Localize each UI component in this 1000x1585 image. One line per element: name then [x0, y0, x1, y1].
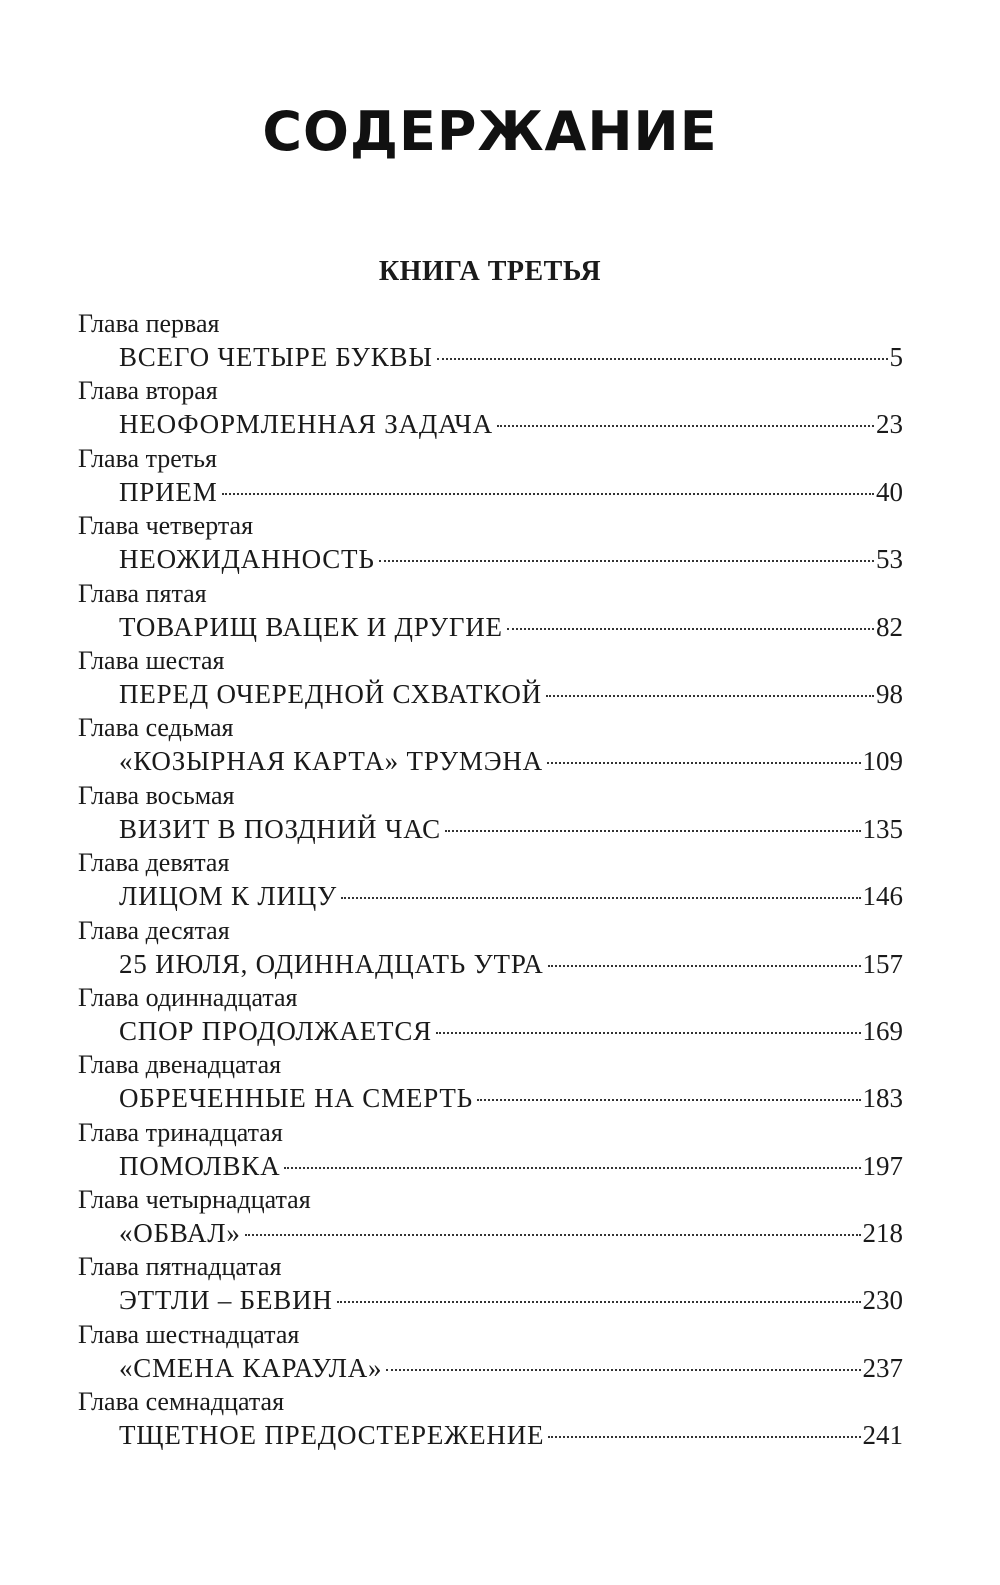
- chapter-title: ВИЗИТ В ПОЗДНИЙ ЧАС: [119, 813, 441, 844]
- chapter-row[interactable]: [78, 542, 903, 577]
- chapter-label: Глава шестая: [78, 645, 225, 675]
- chapter-label: Глава седьмая: [78, 713, 234, 743]
- chapter-label: Глава тринадцатая: [78, 1117, 283, 1147]
- chapter-row[interactable]: [78, 947, 903, 982]
- dot-leader: [437, 358, 888, 360]
- dot-leader: [548, 965, 861, 967]
- dot-leader: [507, 628, 874, 630]
- toc-entry[interactable]: [78, 375, 903, 442]
- page-number: 5: [889, 342, 903, 372]
- chapter-row[interactable]: [78, 340, 903, 375]
- toc-entry[interactable]: [78, 1049, 903, 1116]
- chapter-row[interactable]: [78, 1418, 903, 1453]
- page-number: 230: [862, 1285, 903, 1316]
- dot-leader: [477, 1099, 861, 1101]
- chapter-title: «СМЕНА КАРАУЛА»: [119, 1352, 383, 1383]
- chapter-title: ТЩЕТНОЕ ПРЕДОСТЕРЕЖЕНИЕ: [119, 1420, 545, 1451]
- page-number: 169: [862, 1015, 903, 1046]
- dot-leader: [546, 695, 874, 697]
- chapter-row[interactable]: [78, 475, 903, 510]
- chapter-label: Глава девятая: [78, 848, 230, 878]
- toc-entry[interactable]: [78, 308, 903, 375]
- dot-leader: [436, 1032, 861, 1034]
- page-number: 183: [862, 1083, 903, 1114]
- toc-entry[interactable]: [78, 1251, 903, 1318]
- chapter-row[interactable]: [78, 744, 903, 779]
- chapter-label: Глава вторая: [78, 376, 218, 406]
- chapter-row[interactable]: [78, 1351, 903, 1386]
- chapter-title: ПЕРЕД ОЧЕРЕДНОЙ СХВАТКОЙ: [119, 678, 542, 709]
- dot-leader: [222, 493, 874, 495]
- chapter-row[interactable]: [78, 879, 903, 914]
- chapter-label: Глава третья: [78, 443, 217, 473]
- chapter-row[interactable]: [78, 1081, 903, 1116]
- chapter-title: ЛИЦОМ К ЛИЦУ: [119, 881, 337, 912]
- dot-leader: [379, 560, 874, 562]
- chapter-title: ПОМОЛВКА: [119, 1150, 281, 1181]
- chapter-title: ОБРЕЧЕННЫЕ НА СМЕРТЬ: [119, 1083, 473, 1114]
- page-number: 241: [862, 1420, 903, 1451]
- chapter-label: Глава восьмая: [78, 780, 235, 810]
- book-title: КНИГА ТРЕТЬЯ: [378, 256, 602, 287]
- page-number: 237: [862, 1352, 903, 1383]
- dot-leader: [386, 1369, 860, 1371]
- page-number: 135: [862, 813, 903, 844]
- chapter-title: НЕОФОРМЛЕННАЯ ЗАДАЧА: [119, 409, 493, 440]
- chapter-title: ЭТТЛИ – БЕВИН: [119, 1285, 333, 1316]
- toc-entry[interactable]: [78, 847, 903, 914]
- dot-leader: [547, 762, 861, 764]
- toc-entry[interactable]: [78, 578, 903, 645]
- chapter-title: ТОВАРИЩ ВАЦЕК И ДРУГИЕ: [119, 611, 503, 642]
- toc-entry[interactable]: [78, 1184, 903, 1251]
- chapter-title: ВСЕГО ЧЕТЫРЕ БУКВЫ: [119, 342, 433, 372]
- toc-entry[interactable]: [78, 1319, 903, 1386]
- chapter-row[interactable]: [78, 610, 903, 645]
- chapter-label: Глава двенадцатая: [78, 1050, 282, 1080]
- chapter-row[interactable]: [78, 407, 903, 442]
- toc-entry[interactable]: [78, 510, 903, 577]
- dot-leader: [497, 425, 874, 427]
- chapter-label: Глава пятая: [78, 578, 207, 608]
- page-number: 109: [862, 746, 903, 777]
- chapter-title: 25 ИЮЛЯ, ОДИННАДЦАТЬ УТРА: [119, 948, 544, 979]
- chapter-label: Глава пятнадцатая: [78, 1252, 282, 1282]
- chapter-title: «ОБВАЛ»: [119, 1218, 241, 1249]
- chapter-row[interactable]: [78, 1283, 903, 1318]
- toc-entry[interactable]: [78, 915, 903, 982]
- chapter-label: Глава семнадцатая: [78, 1387, 285, 1417]
- chapter-label: Глава четвертая: [78, 511, 254, 541]
- chapter-row[interactable]: [78, 1014, 903, 1049]
- page-number: 218: [862, 1218, 903, 1249]
- chapter-label: Глава одиннадцатая: [78, 982, 298, 1012]
- chapter-title: «КОЗЫРНАЯ КАРТА» ТРУМЭНА: [119, 746, 543, 777]
- dot-leader: [337, 1301, 861, 1303]
- chapter-title: НЕОЖИДАННОСТЬ: [119, 544, 375, 575]
- chapter-label: Глава шестнадцатая: [78, 1319, 300, 1349]
- chapter-title: ПРИЕМ: [119, 476, 218, 507]
- chapter-row[interactable]: [78, 812, 903, 847]
- dot-leader: [548, 1436, 860, 1438]
- toc-entry[interactable]: [78, 780, 903, 847]
- page-number: 23: [876, 409, 903, 440]
- page-number: 197: [862, 1150, 903, 1181]
- chapter-row[interactable]: [78, 1216, 903, 1251]
- toc-entry[interactable]: [78, 712, 903, 779]
- page-number: 53: [876, 544, 903, 575]
- table-of-contents: [78, 308, 903, 1454]
- page-number: 40: [876, 476, 903, 507]
- dot-leader: [341, 897, 861, 899]
- dot-leader: [445, 830, 861, 832]
- toc-entry[interactable]: [78, 443, 903, 510]
- page-number: 82: [876, 611, 903, 642]
- chapter-label: Глава первая: [78, 309, 220, 338]
- chapter-title: СПОР ПРОДОЛЖАЕТСЯ: [119, 1015, 432, 1046]
- chapter-label: Глава четырнадцатая: [78, 1185, 311, 1215]
- page-title: СОДЕРЖАНИЕ: [262, 100, 718, 163]
- chapter-row[interactable]: [78, 1149, 903, 1184]
- toc-entry[interactable]: [78, 645, 903, 712]
- toc-entry[interactable]: [78, 1386, 903, 1453]
- page-number: 146: [862, 881, 903, 912]
- dot-leader: [245, 1234, 861, 1236]
- toc-entry[interactable]: [78, 982, 903, 1049]
- page-number: 98: [876, 678, 903, 709]
- chapter-label: Глава десятая: [78, 915, 230, 945]
- chapter-row[interactable]: [78, 677, 903, 712]
- dot-leader: [284, 1167, 860, 1169]
- toc-entry[interactable]: [78, 1117, 903, 1184]
- page-number: 157: [862, 948, 903, 979]
